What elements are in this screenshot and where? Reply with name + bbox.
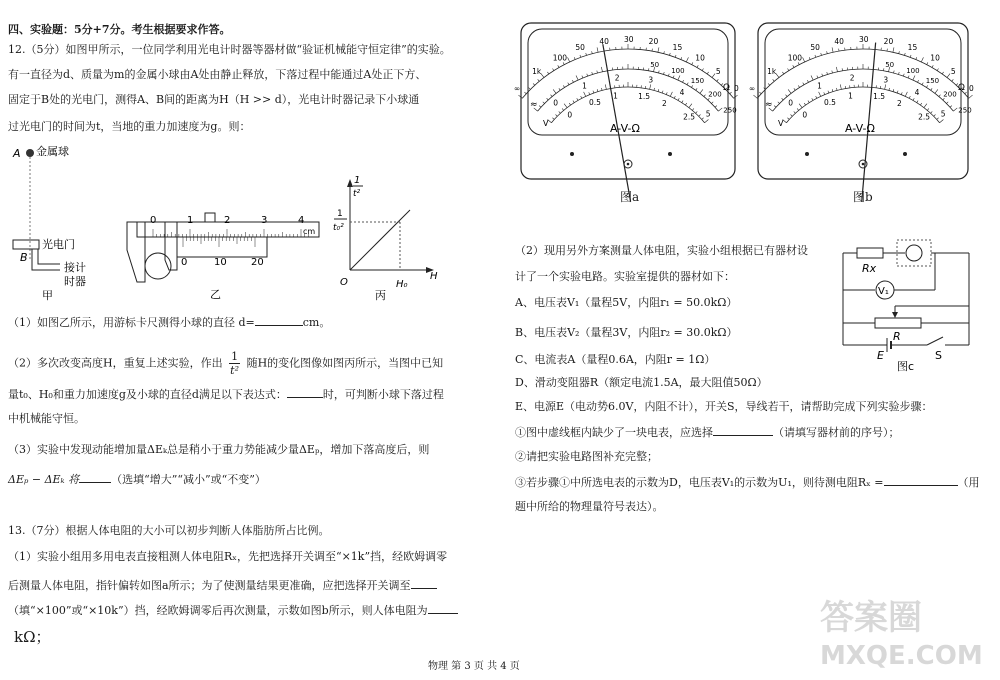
q12-part2-line1: （2）多次改变高度H，重复上述实验，作出 $\frac{1}{\text{t²}}$ 随H的变化图像如图丙所示，当图中已知	[8, 350, 444, 377]
data-line	[350, 210, 410, 270]
ohm-scale-label: 40	[599, 37, 609, 47]
yaxis-num: 1	[354, 175, 361, 186]
approx-symbol: ≈	[765, 100, 773, 110]
photogate-body	[13, 240, 39, 249]
yaxis-den: t²	[353, 189, 361, 199]
v-scale-label: 1.5	[873, 92, 886, 102]
caption-fig-a: 图a	[620, 190, 640, 204]
timer-wire	[32, 249, 60, 270]
ohm-unit: Ω	[723, 83, 730, 93]
ohm-scale-label: 10	[695, 53, 705, 63]
watermark-bottom: MXQE.COM	[820, 641, 983, 671]
right-scale-label: 50	[885, 60, 895, 69]
fraction-1-over-t2: $\frac{1}{\text{t²}}$	[230, 350, 240, 377]
timer-wire-2	[38, 249, 60, 264]
ohm-scale-label: 5	[715, 67, 721, 77]
ohm-scale-label: 100	[787, 53, 803, 63]
q13-title: 13.（7分）根据人体电阻的大小可以初步判断人体脂肪所占比例。	[8, 524, 330, 537]
v-scale-label: 0	[802, 110, 808, 120]
xtick-H0: H₀	[396, 279, 408, 290]
dc-scale-label: 3	[883, 75, 889, 85]
ytick-den: t₀²	[333, 223, 344, 233]
dc-scale-label: 1	[817, 81, 822, 91]
v-scale-label: 1	[848, 91, 853, 101]
unit-cm: cm	[303, 227, 316, 236]
v-label: V	[778, 119, 784, 128]
q12-part3-line2: ΔEₚ − ΔEₖ 将 （选填“增大”“减小”或“不变”）	[8, 473, 266, 486]
answer-blank-meter[interactable]	[713, 425, 773, 436]
caption-yi: 乙	[210, 288, 221, 301]
option-C: C、电流表A（量程0.6A，内阻r = 1Ω）	[515, 353, 716, 366]
option-D: D、滑动变阻器R（额定电流1.5A，最大阻值50Ω）	[515, 376, 768, 389]
meter-label: A-V-Ω	[845, 122, 875, 135]
page-footer: 物理 第 3 页 共 4 页	[428, 661, 520, 672]
v-scale-label: 1.5	[638, 92, 651, 102]
section-title: 四、实验题：5分+7分。考生根据要求作答。	[8, 23, 231, 36]
ohm-unit: Ω	[958, 83, 965, 93]
scale-tick	[969, 95, 973, 98]
step3: ③若步骤①中所选电表的示数为D，电压表V₁的示数为U₁，则待测电阻Rₓ = （用	[515, 476, 980, 489]
ohm-scale-label: 50	[575, 43, 585, 53]
option-B: B、电压表V₂（量程3V，内阻r₂ = 30.0kΩ）	[515, 326, 738, 339]
ohm-scale-label: 1k	[767, 67, 777, 77]
figure-yi-caliper	[125, 210, 325, 300]
q13-line2: 后测量人体电阻，指针偏转如图a所示；为了使测量结果更准确，应把选择开关调至	[8, 578, 437, 593]
right-scale-label: 250	[958, 106, 972, 115]
step2: ②请把实验电路图补充完整；	[515, 450, 658, 463]
right-scale-label: 50	[650, 60, 660, 69]
ohm-scale-label: 5	[950, 67, 956, 77]
q13-line4: kΩ；	[14, 628, 51, 646]
q12-part1: （1）如图乙所示，用游标卡尺测得小球的直径 d= cm。	[8, 316, 331, 329]
caption-bing: 丙	[375, 289, 386, 302]
right-scale-label: 200	[943, 90, 957, 99]
answer-blank-d[interactable]	[255, 315, 303, 326]
figure-bing-graph	[330, 175, 440, 302]
step1: ①图中虚线框内缺少了一块电表，应选择 （请填写器材前的序号）；	[515, 426, 900, 439]
multimeter-a	[514, 22, 739, 180]
dc-scale-label: 3	[648, 75, 654, 85]
v-scale-label: 0.5	[823, 97, 836, 107]
right-scale-label: 100	[671, 67, 685, 76]
main-tick-label: 0	[150, 215, 157, 226]
option-E: E、电源E（电动势6.0V，内阻不计），开关S，导线若干，请帮助完成下列实验步骤：	[515, 400, 933, 413]
ohm-scale-label: 20	[648, 37, 659, 47]
ohm-scale-label: 50	[810, 43, 820, 53]
part2-intro2: 计了一个实验电路。实验室提供的器材如下：	[515, 270, 735, 283]
q13-line1: （1）实验小组用多用电表直接粗测人体电阻Rₓ，先把选择开关调至“×1k”挡，经欧姆调零	[8, 550, 448, 563]
main-tick-label: 2	[224, 215, 231, 226]
caption-fig-c: 图c	[897, 360, 915, 373]
ohm-scale-label: 100	[552, 53, 568, 63]
ohm-scale-label: 1k	[532, 67, 542, 77]
label-timer1: 接计	[64, 261, 86, 274]
label-S: S	[935, 349, 942, 362]
option-A: A、电压表V₁（量程5V，内阻r₁ = 50.0kΩ）	[515, 296, 738, 309]
ohm-scale-label: 40	[834, 37, 844, 47]
resistor-Rx	[857, 248, 883, 258]
meter-label: A-V-Ω	[610, 122, 640, 135]
answer-blank-trend[interactable]	[79, 472, 111, 483]
v-scale-label: 2	[662, 99, 667, 109]
dc-scale-label: 0	[553, 98, 559, 108]
label-V1: V₁	[878, 286, 889, 297]
ohm-scale-label: 0	[968, 83, 974, 93]
right-scale-label: 150	[690, 77, 705, 86]
q12-line4: 过光电门的时间为t，当地的重力加速度为g。则：	[8, 120, 251, 133]
label-timer2: 时器	[64, 275, 86, 288]
vernier-tick-label: 20	[251, 257, 264, 268]
dc-scale-label: 2	[614, 73, 620, 83]
ohm-scale-label: 0	[733, 83, 739, 93]
dc-scale-label: 4	[679, 88, 685, 98]
missing-meter	[906, 245, 922, 261]
xaxis-H: H	[430, 271, 438, 282]
vernier-ticks	[183, 237, 255, 247]
ohm-scale-label: 15	[907, 43, 918, 53]
ohm-scale-label: 30	[624, 35, 634, 44]
q13-line3: （填“×100”或“×10k”）挡，经欧姆调零后再次测量，示数如图b所示，则人体电阻为	[8, 603, 458, 618]
v-scale-label: 2.5	[683, 112, 696, 122]
label-R: R	[893, 330, 901, 343]
ohm-scale-label: ∞	[514, 83, 521, 93]
v-scale-label: 2	[897, 99, 902, 109]
ohm-scale-label: 10	[930, 53, 940, 63]
label-Rx: Rx	[862, 262, 877, 275]
label-B: B	[20, 251, 28, 264]
dc-scale-label: 5	[705, 109, 711, 119]
dc-scale-label: 1	[582, 81, 587, 91]
v-scale-label: 0	[567, 110, 573, 120]
label-gate: 光电门	[42, 238, 75, 251]
answer-blank-range[interactable]	[411, 578, 437, 589]
caption-fig-b: 图b	[853, 190, 873, 204]
step3-cont: 题中所给的物理量符号表达）。	[515, 500, 664, 513]
scale-tick	[753, 95, 757, 98]
answer-blank-resistance[interactable]	[428, 603, 458, 614]
main-tick-label: 3	[261, 215, 268, 226]
rheostat-R	[875, 318, 921, 328]
label-E: E	[877, 349, 884, 362]
q12-part2-line2: 量t₀、H₀和重力加速度g及小球的直径d满足以下表达式： 时，可判断小球下落过程	[8, 388, 444, 401]
metal-ball	[26, 149, 34, 157]
ohm-scale-label: 20	[883, 37, 894, 47]
ohm-scale-label: ∞	[749, 83, 756, 93]
origin: O	[340, 277, 348, 288]
dc-scale-label: 5	[940, 109, 946, 119]
right-scale-label: 150	[925, 77, 940, 86]
q12-part3-line1: （3）实验中发现动能增加量ΔEₖ总是稍小于重力势能减少量ΔEₚ，增加下落高度后，则	[8, 443, 430, 456]
main-tick-label: 4	[298, 215, 305, 226]
right-scale-label: 100	[906, 67, 920, 76]
v-scale-label: 0.5	[588, 97, 601, 107]
multimeter-b	[749, 22, 974, 180]
answer-blank-expression[interactable]	[287, 387, 323, 398]
switch-S	[927, 337, 943, 345]
q12-part2-line3: 中机械能守恒。	[8, 412, 85, 425]
ohm-scale-label: 15	[672, 43, 683, 53]
ohm-scale-label: 30	[859, 35, 869, 44]
answer-blank-Rx[interactable]	[884, 475, 958, 486]
fixed-jaw	[127, 222, 145, 282]
circuit-diagram	[835, 238, 975, 373]
ytick-num: 1	[337, 209, 343, 219]
label-A: A	[13, 147, 21, 160]
v-label: V	[543, 119, 549, 128]
approx-symbol: ≈	[530, 100, 538, 110]
main-scale-ticks	[153, 229, 308, 237]
dc-scale-label: 4	[914, 88, 920, 98]
q12-line2: 有一直径为d、质量为m的金属小球由A处由静止释放，下落过程中能通过A处正下方、	[8, 68, 427, 81]
label-ball: 金属球	[36, 145, 69, 158]
vernier-plate	[177, 237, 267, 257]
dc-scale-label: 0	[788, 98, 794, 108]
watermark-top: 答案圈	[820, 598, 922, 638]
vernier-tick-label: 0	[181, 257, 188, 268]
caption-jia: 甲	[42, 289, 53, 302]
v-scale-label: 2.5	[918, 112, 931, 122]
v-scale-label: 1	[613, 91, 618, 101]
vernier-tick-label: 10	[214, 257, 227, 268]
right-scale-label: 200	[708, 90, 722, 99]
part2-intro1: （2）现用另外方案测量人体电阻，实验小组根据已有器材设	[515, 244, 808, 257]
main-tick-label: 1	[187, 215, 194, 226]
q12-line3: 固定于B处的光电门，测得A、B间的距离为H（H >> d），光电计时器记录下小球通	[8, 93, 420, 106]
q12-line1: 12.（5分）如图甲所示，一位同学利用光电计时器等器材做“验证机械能守恒定律”的实验。	[8, 43, 451, 56]
right-scale-label: 250	[723, 106, 737, 115]
dc-scale-label: 2	[849, 73, 855, 83]
figure-jia	[8, 140, 128, 300]
